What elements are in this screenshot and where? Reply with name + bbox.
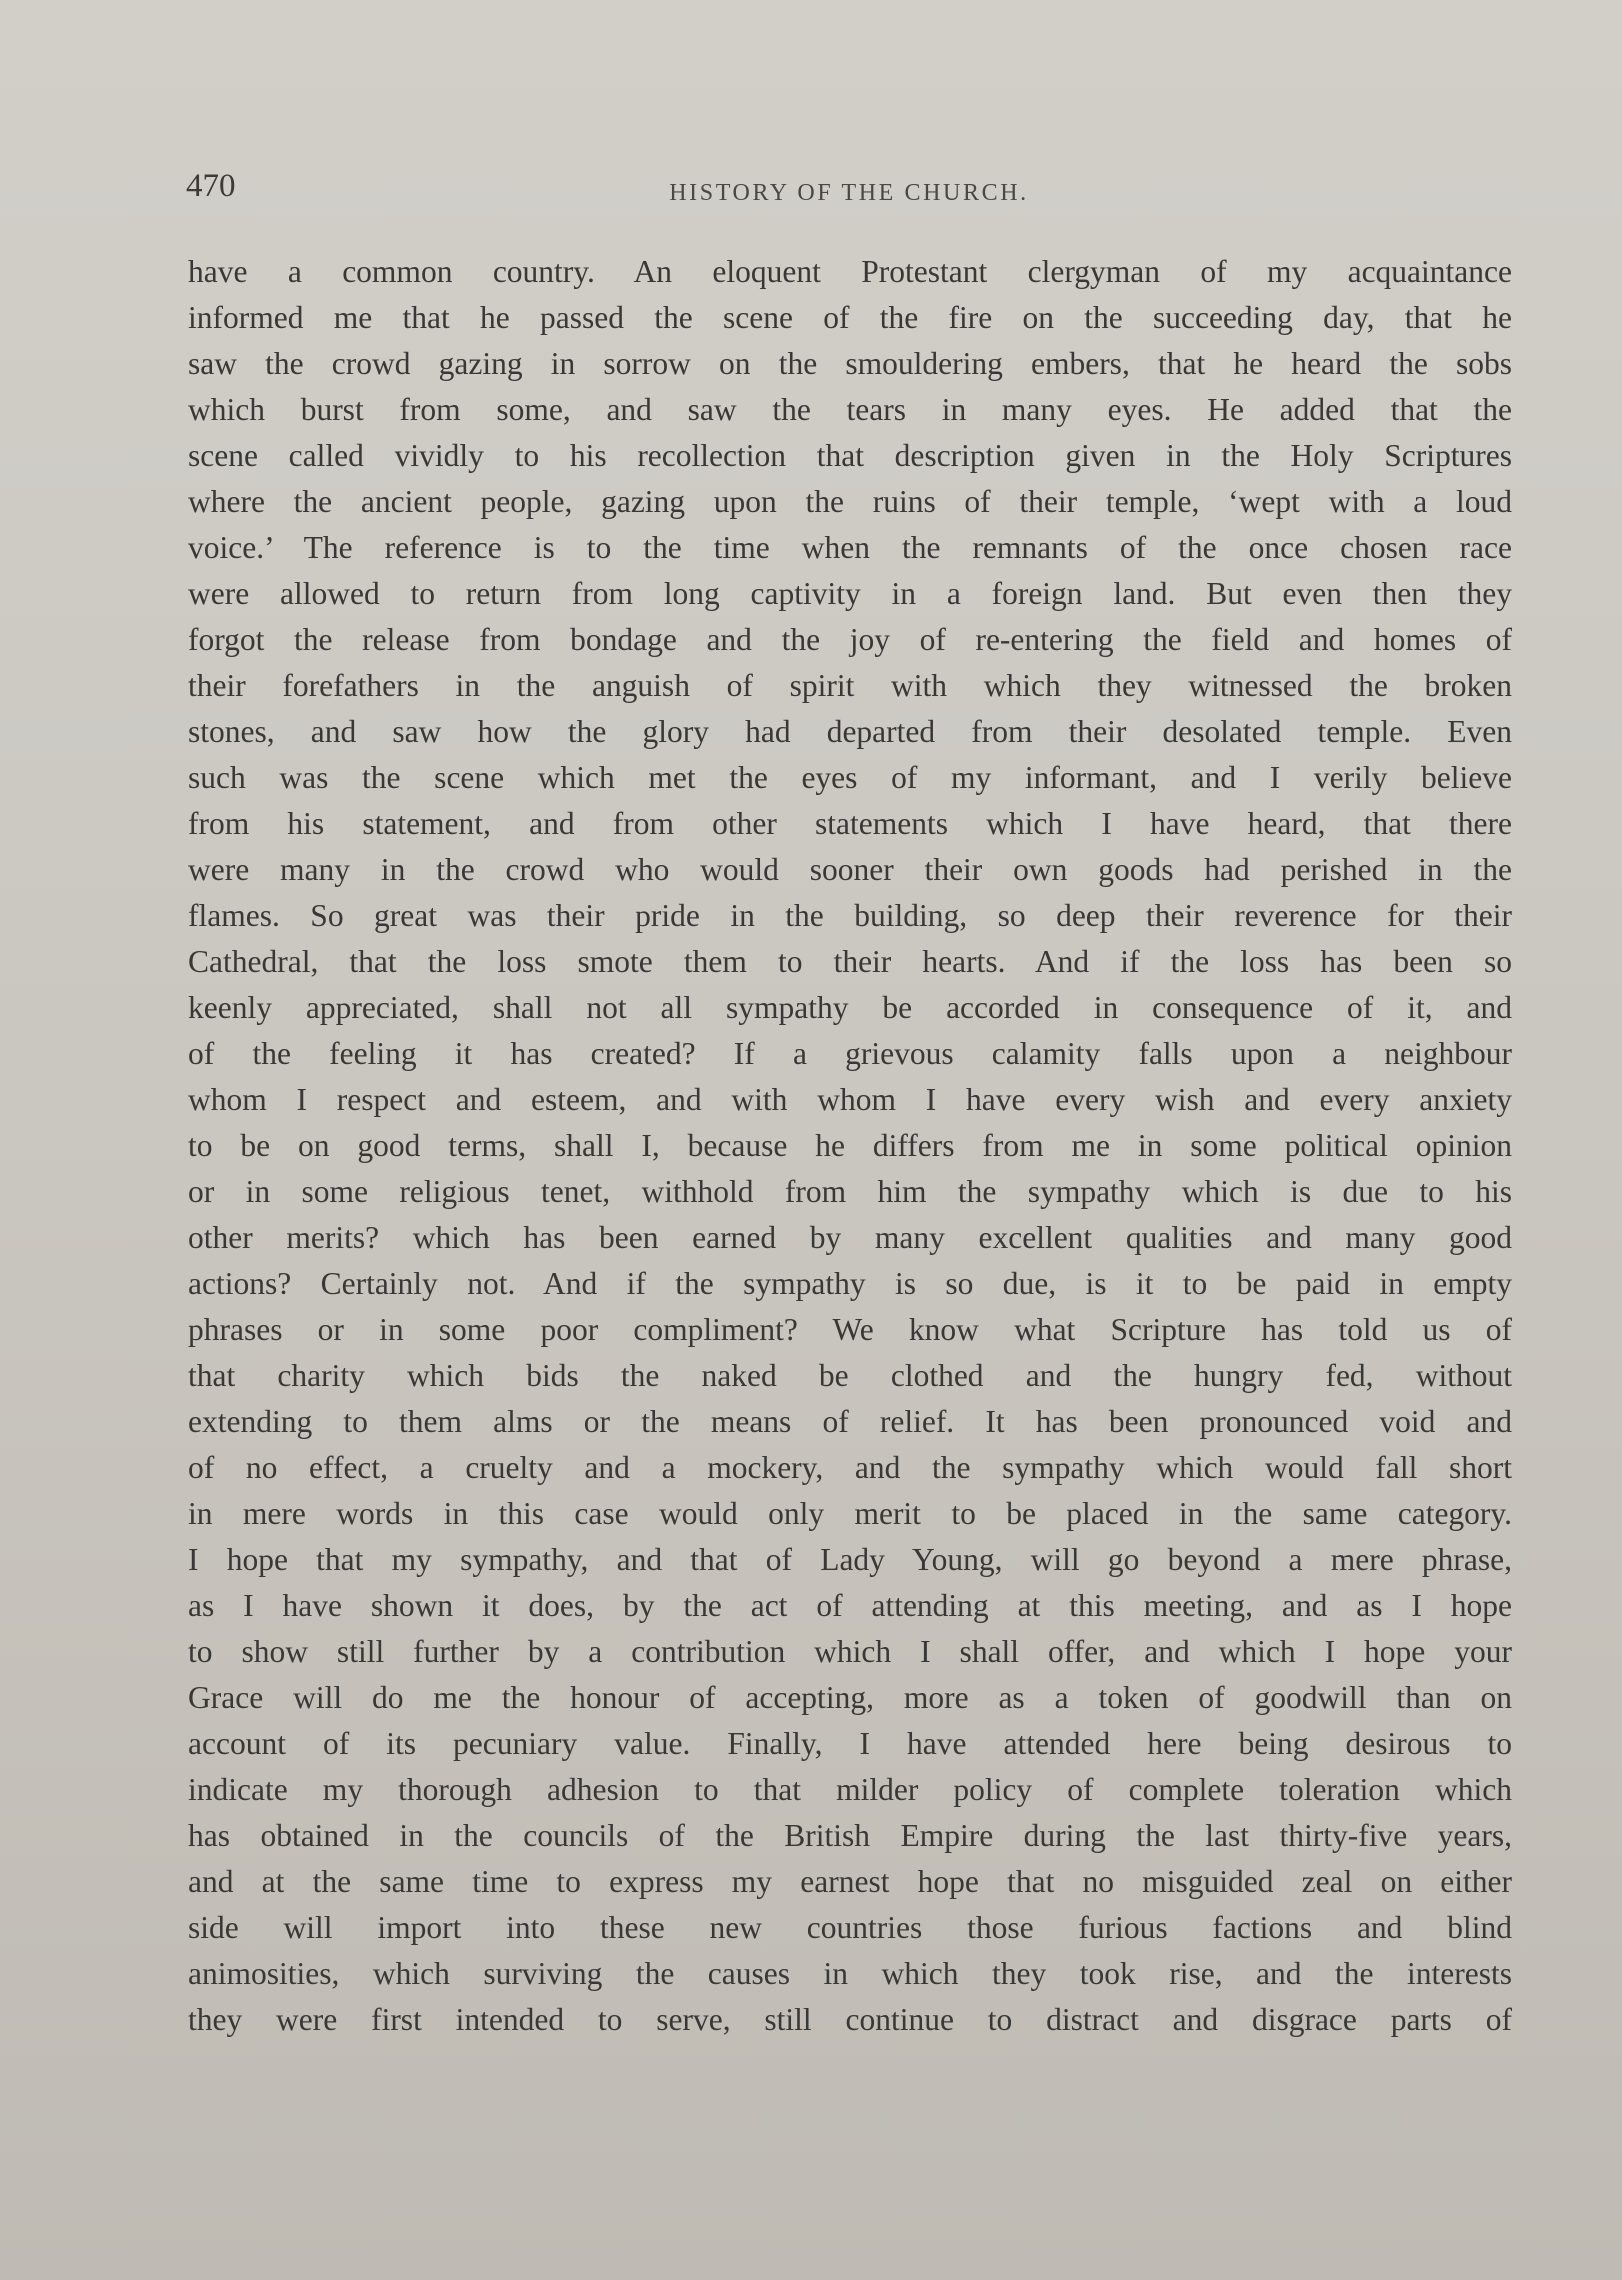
- text-line: that charity which bids the naked be clothed and the hungry fed, without: [188, 1358, 1512, 1393]
- text-line: or in some religious tenet, withhold from him the sympathy which is due to his: [188, 1174, 1512, 1209]
- page-header: [186, 168, 1512, 218]
- text-line: to be on good terms, shall I, because he differs from me in some political opinion: [188, 1128, 1512, 1163]
- text-line: in mere words in this case would only merit to be placed in the same category.: [188, 1496, 1512, 1531]
- text-line: scene called vividly to his recollection that description given in the Holy Scriptures: [188, 438, 1512, 473]
- text-line: they were first intended to serve, still continue to distract and disgrace parts of: [188, 2002, 1512, 2037]
- text-line: side will import into these new countries those furious factions and blind: [188, 1910, 1512, 1945]
- text-line: indicate my thorough adhesion to that milder policy of complete toleration which: [188, 1772, 1512, 1807]
- text-line: Grace will do me the honour of accepting, more as a token of goodwill than on: [188, 1680, 1512, 1715]
- text-line: informed me that he passed the scene of the fire on the succeeding day, that he: [188, 300, 1512, 335]
- text-line: flames. So great was their pride in the building, so deep their reverence for their: [188, 898, 1512, 933]
- text-line: to show still further by a contribution which I shall offer, and which I hope your: [188, 1634, 1512, 1669]
- text-line: of the feeling it has created? If a grievous calamity falls upon a neighbour: [188, 1036, 1512, 1071]
- text-line: keenly appreciated, shall not all sympathy be accorded in consequence of it, and: [188, 990, 1512, 1025]
- text-line: animosities, which surviving the causes in which they took rise, and the interests: [188, 1956, 1512, 1991]
- text-line: have a common country. An eloquent Protestant clergyman of my acquaintance: [188, 254, 1512, 289]
- text-line: whom I respect and esteem, and with whom I have every wish and every anxiety: [188, 1082, 1512, 1117]
- text-line: which burst from some, and saw the tears in many eyes. He added that the: [188, 392, 1512, 427]
- text-line: forgot the release from bondage and the joy of re-entering the field and homes of: [188, 622, 1512, 657]
- text-line: of no effect, a cruelty and a mockery, and the sympathy which would fall short: [188, 1450, 1512, 1485]
- body-text: [188, 249, 1512, 2043]
- text-line: were allowed to return from long captivity in a foreign land. But even then they: [188, 576, 1512, 611]
- text-line: such was the scene which met the eyes of my informant, and I verily believe: [188, 760, 1512, 795]
- text-line: stones, and saw how the glory had departed from their desolated temple. Even: [188, 714, 1512, 749]
- text-line: voice.’ The reference is to the time when the remnants of the once chosen race: [188, 530, 1512, 565]
- running-title: HISTORY OF THE CHURCH.: [669, 180, 1029, 206]
- text-line: I hope that my sympathy, and that of Lady Young, will go beyond a mere phrase,: [188, 1542, 1512, 1577]
- text-line: has obtained in the councils of the British Empire during the last thirty-five years,: [188, 1818, 1512, 1853]
- text-line: extending to them alms or the means of relief. It has been pronounced void and: [188, 1404, 1512, 1439]
- text-line: other merits? which has been earned by many excellent qualities and many good: [188, 1220, 1512, 1255]
- text-line: and at the same time to express my earnest hope that no misguided zeal on either: [188, 1864, 1512, 1899]
- text-line: account of its pecuniary value. Finally, I have attended here being desirous to: [188, 1726, 1512, 1761]
- text-line: phrases or in some poor compliment? We know what Scripture has told us of: [188, 1312, 1512, 1347]
- text-line: Cathedral, that the loss smote them to their hearts. And if the loss has been so: [188, 944, 1512, 979]
- text-line: were many in the crowd who would sooner their own goods had perished in the: [188, 852, 1512, 887]
- text-line: actions? Certainly not. And if the sympathy is so due, is it to be paid in empty: [188, 1266, 1512, 1301]
- text-line: from his statement, and from other statements which I have heard, that there: [188, 806, 1512, 841]
- text-line: their forefathers in the anguish of spirit with which they witnessed the broken: [188, 668, 1512, 703]
- text-line: where the ancient people, gazing upon the ruins of their temple, ‘wept with a loud: [188, 484, 1512, 519]
- text-line: saw the crowd gazing in sorrow on the smouldering embers, that he heard the sobs: [188, 346, 1512, 381]
- page-number: 470: [186, 168, 236, 204]
- text-line: as I have shown it does, by the act of attending at this meeting, and as I hope: [188, 1588, 1512, 1623]
